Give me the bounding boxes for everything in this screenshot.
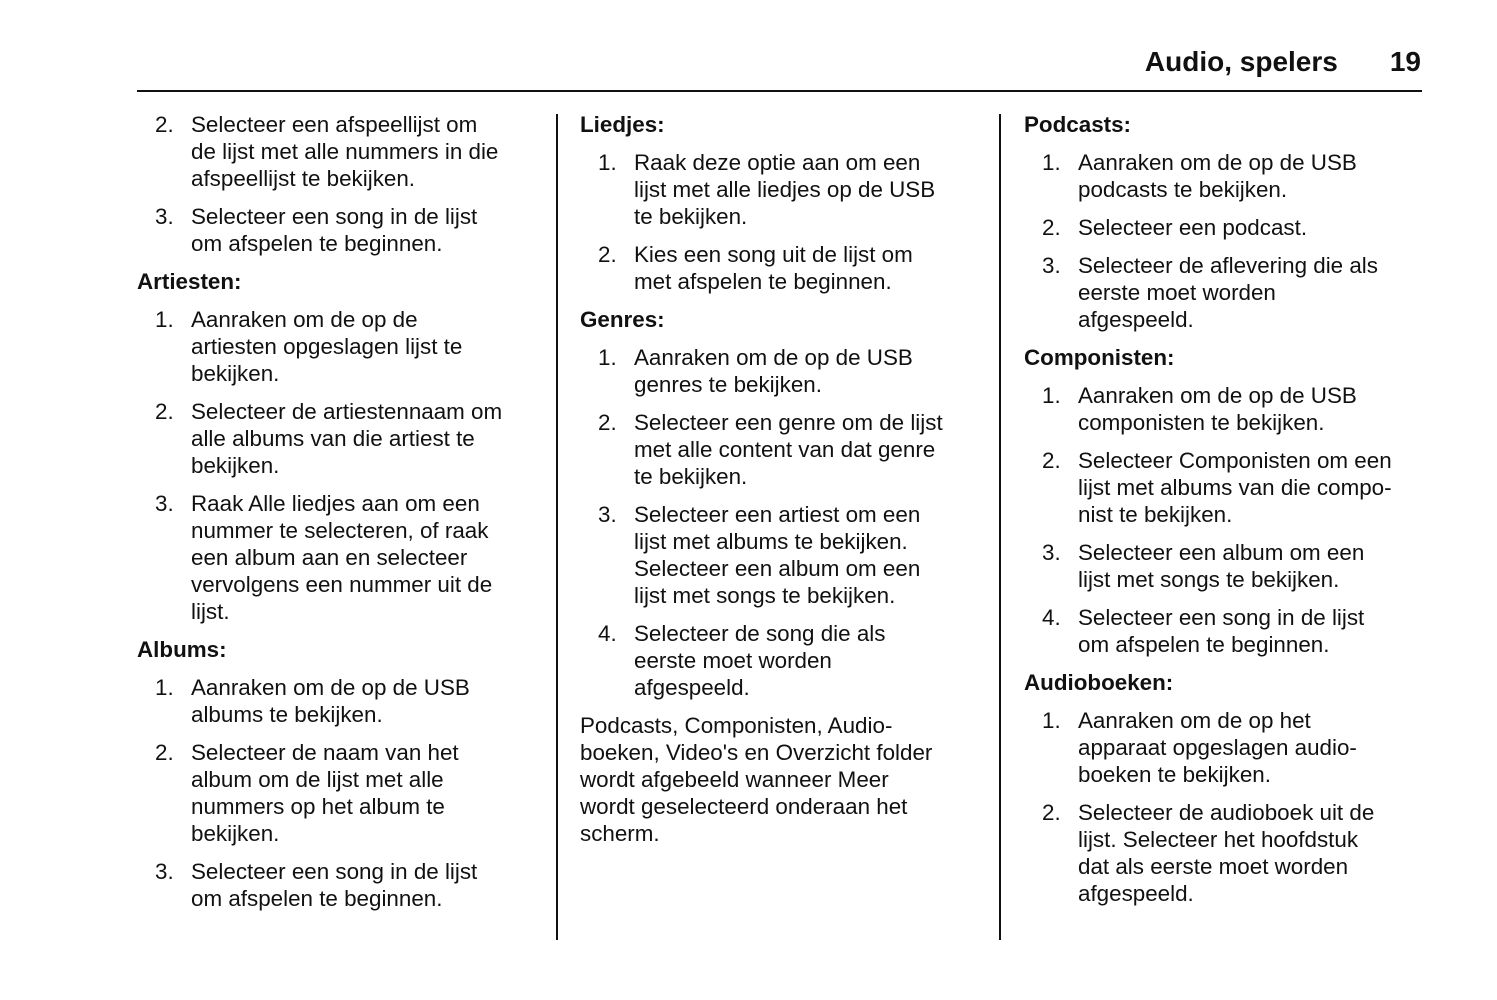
item-text: Selecteer een afspeellijst om de lijst met alle nummers in die afspeellijst te bekijken. xyxy=(191,112,499,191)
list-item xyxy=(580,149,988,230)
item-number: 3. xyxy=(155,859,174,884)
heading-genres: Genres: xyxy=(580,307,665,332)
item-text: Aanraken om de op de USB podcasts te bekijken. xyxy=(1078,150,1357,202)
item-text: Selecteer de audioboek uit de lijst. Selecteer het hoofdstuk dat als eerste moet worden afgespeeld. xyxy=(1078,800,1375,906)
item-text: Aanraken om de op de USB albums te bekijken. xyxy=(191,675,470,727)
item-text: Selecteer een song in de lijst om afspelen te beginnen. xyxy=(1078,605,1365,657)
column-3 xyxy=(1024,111,1432,918)
more-paragraph: Podcasts, Componisten, Audio- boeken, Video's en Overzicht folder wordt afgebeeld wanneer Meer wordt geselecteerd onderaan het scherm. xyxy=(580,713,933,846)
item-text: Selecteer een album om een lijst met songs te bekijken. xyxy=(1078,540,1365,592)
item-number: 2. xyxy=(598,410,617,435)
item-text: Selecteer de aflevering die als eerste moet worden afgespeeld. xyxy=(1078,253,1378,332)
item-number: 2. xyxy=(155,740,174,765)
item-number: 4. xyxy=(598,621,617,646)
item-text: Selecteer de naam van het album om de lijst met alle nummers op het album te bekijken. xyxy=(191,740,459,846)
item-number: 2. xyxy=(1042,800,1061,825)
item-text: Selecteer een podcast. xyxy=(1078,215,1308,240)
list-item xyxy=(1024,214,1432,241)
list-item xyxy=(137,739,545,847)
item-text: Selecteer Componisten om een lijst met albums van die compo- nist te bekijken. xyxy=(1078,448,1392,527)
item-number: 1. xyxy=(1042,150,1061,175)
list-item xyxy=(137,203,545,257)
list-item xyxy=(1024,149,1432,203)
list-item xyxy=(1024,799,1432,907)
heading-podcasts: Podcasts: xyxy=(1024,112,1132,137)
list-item xyxy=(137,306,545,387)
item-text: Selecteer de artiestennaam om alle albums van die artiest te bekijken. xyxy=(191,399,503,478)
item-number: 3. xyxy=(155,491,174,516)
item-number: 1. xyxy=(1042,708,1061,733)
item-text: Aanraken om de op de USB componisten te bekijken. xyxy=(1078,383,1357,435)
item-number: 3. xyxy=(598,502,617,527)
item-text: Selecteer een song in de lijst om afspelen te beginnen. xyxy=(191,859,478,911)
list-item xyxy=(137,398,545,479)
list-item xyxy=(1024,707,1432,788)
list-item xyxy=(1024,539,1432,593)
column-1 xyxy=(137,111,545,923)
heading-liedjes: Liedjes: xyxy=(580,112,665,137)
column-divider-2 xyxy=(999,114,1001,940)
item-number: 2. xyxy=(1042,215,1061,240)
heading-componisten: Componisten: xyxy=(1024,345,1175,370)
item-number: 1. xyxy=(155,675,174,700)
list-item xyxy=(580,344,988,398)
heading-audioboeken: Audioboeken: xyxy=(1024,670,1174,695)
item-number: 2. xyxy=(155,112,174,137)
list-item xyxy=(580,409,988,490)
item-number: 1. xyxy=(155,307,174,332)
item-text: Aanraken om de op de artiesten opgeslagen lijst te bekijken. xyxy=(191,307,463,386)
item-text: Aanraken om de op de USB genres te bekijken. xyxy=(634,345,913,397)
heading-artiesten: Artiesten: xyxy=(137,269,242,294)
item-text: Raak Alle liedjes aan om een nummer te selecteren, of raak een album aan en selecteer vervolgens een nummer uit de lijst. xyxy=(191,491,493,624)
column-divider-1 xyxy=(556,114,558,940)
item-number: 2. xyxy=(598,242,617,267)
heading-albums: Albums: xyxy=(137,637,227,662)
item-text: Selecteer een genre om de lijst met alle content van dat genre te bekijken. xyxy=(634,410,943,489)
item-number: 1. xyxy=(598,345,617,370)
item-number: 3. xyxy=(1042,540,1061,565)
item-text: Aanraken om de op het apparaat opgeslagen audio- boeken te bekijken. xyxy=(1078,708,1357,787)
item-text: Selecteer een song in de lijst om afspelen te beginnen. xyxy=(191,204,478,256)
item-text: Kies een song uit de lijst om met afspelen te beginnen. xyxy=(634,242,913,294)
item-number: 3. xyxy=(1042,253,1061,278)
item-number: 2. xyxy=(1042,448,1061,473)
list-item xyxy=(580,620,988,701)
item-number: 4. xyxy=(1042,605,1061,630)
item-text: Raak deze optie aan om een lijst met alle liedjes op de USB te bekijken. xyxy=(634,150,936,229)
section-title: Audio, spelers xyxy=(1144,46,1338,77)
list-item xyxy=(137,858,545,912)
list-item xyxy=(1024,604,1432,658)
list-item xyxy=(580,241,988,295)
item-text: Selecteer een artiest om een lijst met albums te bekijken. Selecteer een album om een lijst met songs te bekijken. xyxy=(634,502,921,608)
list-item xyxy=(1024,447,1432,528)
list-item xyxy=(1024,382,1432,436)
list-item xyxy=(137,674,545,728)
list-item xyxy=(580,501,988,609)
item-number: 1. xyxy=(1042,383,1061,408)
list-item xyxy=(137,490,545,625)
item-number: 3. xyxy=(155,204,174,229)
page-number: 19 xyxy=(1389,46,1421,77)
page-header xyxy=(1145,44,1421,80)
item-number: 2. xyxy=(155,399,174,424)
column-2 xyxy=(580,111,988,847)
list-item xyxy=(1024,252,1432,333)
item-number: 1. xyxy=(598,150,617,175)
header-rule xyxy=(137,90,1422,92)
item-text: Selecteer de song die als eerste moet worden afgespeeld. xyxy=(634,621,886,700)
list-item xyxy=(137,111,545,192)
